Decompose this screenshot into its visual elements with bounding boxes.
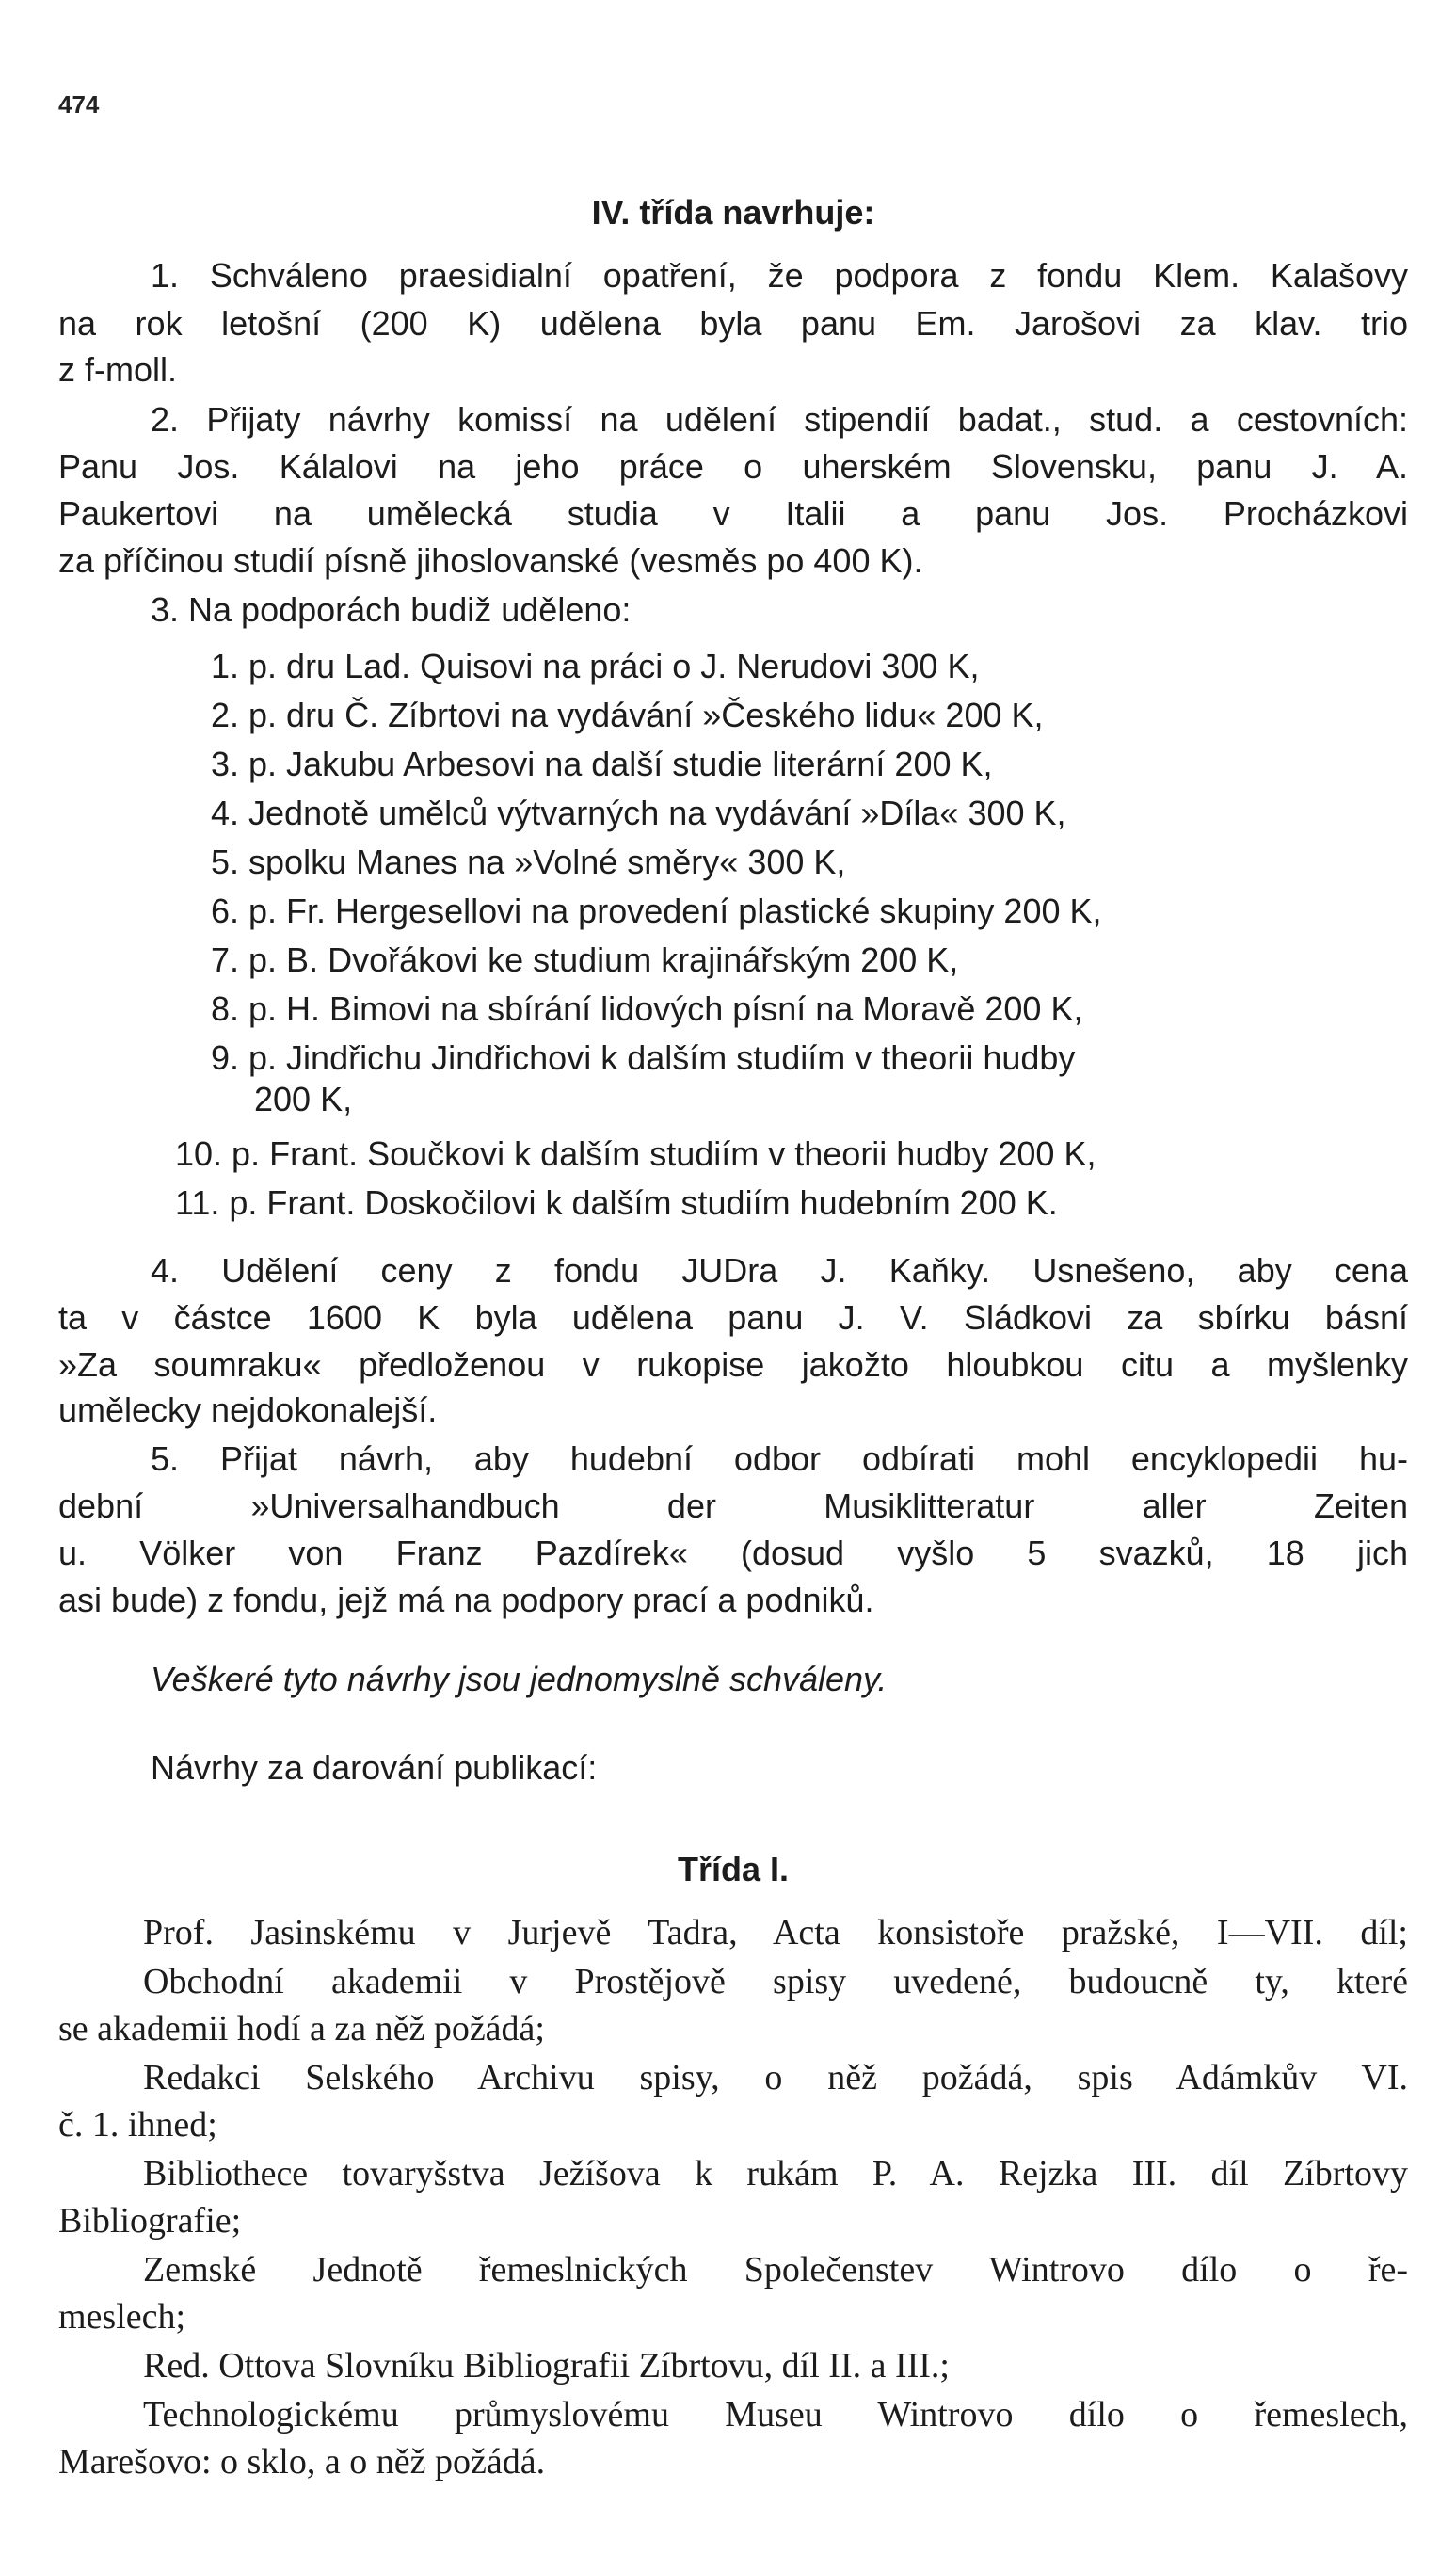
list-item-8: 8. p. H. Bimovi na sbírání lidových písní na Moravě 200 K, bbox=[211, 989, 1083, 1028]
page-number: 474 bbox=[58, 90, 100, 119]
list-item-3: 3. p. Jakubu Arbesovi na další studie literární 200 K, bbox=[211, 745, 993, 783]
item5-line1: 5. Přijat návrh, aby hudební odbor odbírati mohl encyklopedii hu- bbox=[151, 1439, 1408, 1478]
proposals-heading: Návrhy za darování publikací: bbox=[151, 1748, 598, 1787]
gift-line-2: Obchodní akademii v Prostějově spisy uvedené, budoucně ty, které bbox=[143, 1962, 1408, 2001]
item1-line3: z f-moll. bbox=[58, 350, 177, 389]
gift-line-8: Zemské Jednotě řemeslnických Společenstev Wintrovo dílo o ře- bbox=[143, 2250, 1408, 2290]
list-item-9-cont: 200 K, bbox=[254, 1080, 353, 1118]
item4-line3: »Za soumraku« předloženou v rukopise jakožto hloubkou citu a myšlenky bbox=[58, 1345, 1408, 1384]
item4-line4: umělecky nejdokonalejší. bbox=[58, 1390, 438, 1429]
gift-line-10: Red. Ottova Slovníku Bibliografii Zíbrtovu, díl II. a III.; bbox=[143, 2346, 950, 2386]
gift-line-12: Marešovo: o sklo, a o něž požádá. bbox=[58, 2442, 546, 2482]
item5-line4: asi bude) z fondu, jejž má na podpory prací a podniků. bbox=[58, 1581, 874, 1619]
list-item-1: 1. p. dru Lad. Quisovi na práci o J. Nerudovi 300 K, bbox=[211, 647, 980, 685]
list-item-10: 10. p. Frant. Součkovi k dalším studiím v theorii hudby 200 K, bbox=[175, 1134, 1096, 1173]
list-item-11: 11. p. Frant. Doskočilovi k dalším studiím hudebním 200 K. bbox=[175, 1183, 1058, 1222]
item1-line1: 1. Schváleno praesidialní opatření, že podpora z fondu Klem. Kalašovy bbox=[151, 256, 1408, 295]
gift-line-5: č. 1. ihned; bbox=[58, 2105, 217, 2145]
list-item-2: 2. p. dru Č. Zíbrtovi na vydávání »Českého lidu« 200 K, bbox=[211, 696, 1044, 734]
list-item-7: 7. p. B. Dvořákovi ke studium krajinářským 200 K, bbox=[211, 940, 959, 979]
item5-line2: dební »Universalhandbuch der Musiklitteratur aller Zeiten bbox=[58, 1486, 1408, 1525]
item5-line3: u. Völker von Franz Pazdírek« (dosud vyšlo 5 svazků, 18 jich bbox=[58, 1534, 1408, 1572]
item1-line2: na rok letošní (200 K) udělena byla panu Em. Jarošovi za klav. trio bbox=[58, 304, 1408, 343]
section-iv-heading: IV. třída navrhuje: bbox=[591, 193, 875, 232]
item2-line4: za příčinou studií písně jihoslovanské (vesměs po 400 K). bbox=[58, 541, 923, 580]
gift-line-4: Redakci Selského Archivu spisy, o něž požádá, spis Adámkův VI. bbox=[143, 2058, 1408, 2097]
class-i-heading: Třída I. bbox=[677, 1850, 790, 1888]
approval-note: Veškeré tyto návrhy jsou jednomyslně schváleny. bbox=[151, 1660, 888, 1698]
gift-line-1: Prof. Jasinskému v Jurjevě Tadra, Acta konsistoře pražské, I—VII. díl; bbox=[143, 1913, 1408, 1952]
gift-line-7: Bibliografie; bbox=[58, 2201, 242, 2241]
gift-line-11: Technologickému průmyslovému Museu Wintrovo dílo o řemeslech, bbox=[143, 2395, 1408, 2434]
list-item-9: 9. p. Jindřichu Jindřichovi k dalším studiím v theorii hudby bbox=[211, 1038, 1076, 1077]
gift-line-9: meslech; bbox=[58, 2297, 186, 2337]
list-item-6: 6. p. Fr. Hergesellovi na provedení plastické skupiny 200 K, bbox=[211, 892, 1102, 930]
item4-line2: ta v částce 1600 K byla udělena panu J. V. Sládkovi za sbírku básní bbox=[58, 1298, 1408, 1337]
gift-line-6: Bibliothece tovaryšstva Ježíšova k rukám P. A. Rejzka III. díl Zíbrtovy bbox=[143, 2154, 1408, 2193]
item4-line1: 4. Udělení ceny z fondu JUDra J. Kaňky. Usnešeno, aby cena bbox=[151, 1251, 1408, 1290]
list-item-4: 4. Jednotě umělců výtvarných na vydávání »Díla« 300 K, bbox=[211, 794, 1066, 832]
item2-line1: 2. Přijaty návrhy komissí na udělení stipendií badat., stud. a cestovních: bbox=[151, 400, 1408, 439]
item3-intro: 3. Na podporách budiž uděleno: bbox=[151, 590, 632, 629]
gift-line-3: se akademii hodí a za něž požádá; bbox=[58, 2009, 545, 2049]
list-item-5: 5. spolku Manes na »Volné směry« 300 K, bbox=[211, 843, 846, 881]
item2-line3: Paukertovi na umělecká studia v Italii a panu Jos. Procházkovi bbox=[58, 494, 1408, 533]
item2-line2: Panu Jos. Kálalovi na jeho práce o uherském Slovensku, panu J. A. bbox=[58, 447, 1408, 486]
